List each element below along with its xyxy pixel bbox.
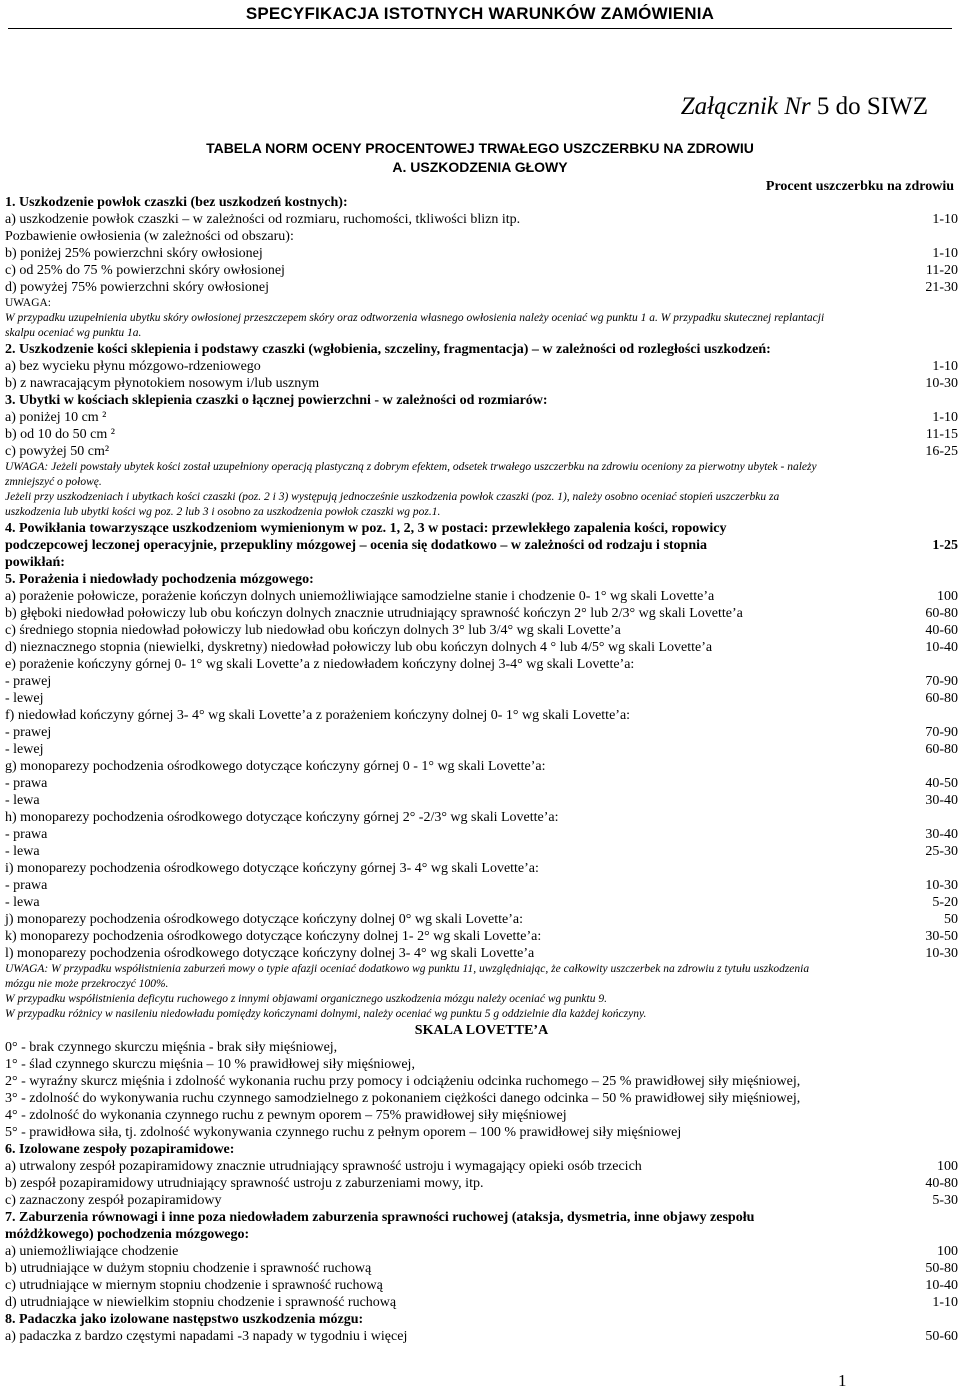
table-row xyxy=(5,1328,958,1345)
table-row xyxy=(5,490,958,505)
table-row xyxy=(5,860,958,877)
row-percent-value: 60-80 xyxy=(925,742,958,757)
document-header: SPECYFIKACJA ISTOTNYCH WARUNKÓW ZAMÓWIENIA xyxy=(245,4,715,23)
row-description: b) głęboki niedowład połowiczy lub obu kończyn dolnych znacznie utrudniający sprawność kończyn 2° lub 2/3° wg skali Lovette’a xyxy=(5,606,743,621)
row-description: W przypadku współistnienia deficytu ruchowego z innymi objawami organicznego uszkodzenia mózgu należy oceniać wg punktu 9. xyxy=(5,993,607,1005)
row-percent-value: 40-60 xyxy=(925,623,958,638)
row-description: a) bez wycieku płynu mózgowo-rdzeniowego xyxy=(5,359,261,374)
row-description: - lewa xyxy=(5,844,40,859)
row-description: k) monoparezy pochodzenia ośrodkowego dotyczące kończyny dolnej 1- 2° wg skali Lovette’a: xyxy=(5,929,542,944)
table-row xyxy=(5,588,958,605)
table-row xyxy=(5,1311,958,1328)
row-percent-value: 1-25 xyxy=(932,538,958,553)
row-percent-value: 5-20 xyxy=(932,895,958,910)
row-percent-value: 40-50 xyxy=(925,776,958,791)
row-description: f) niedowład kończyny górnej 3- 4° wg skali Lovette’a z porażeniem kończyny dolnej 0- 1° wg skali Lovette’a: xyxy=(5,708,631,723)
row-description: - lewej xyxy=(5,691,44,706)
row-description: 5. Porażenia i niedowłady pochodzenia mózgowego: xyxy=(5,572,314,587)
row-percent-value: 10-30 xyxy=(925,376,958,391)
table-row xyxy=(5,1243,958,1260)
row-description: 1. Uszkodzenie powłok czaszki (bez uszkodzeń kostnych): xyxy=(5,195,348,210)
row-description: c) powyżej 50 cm² xyxy=(5,444,110,459)
row-percent-value: 60-80 xyxy=(925,691,958,706)
table-row xyxy=(5,605,958,622)
row-description: a) utrwalony zespół pozapiramidowy znacznie utrudniający sprawność ustroju i wymagający opieki osób trzecich xyxy=(5,1159,642,1174)
row-description: podczepcowej leczonej operacyjnie, przepukliny mózgowej – ocenia się dodatkowo – w zależności od rodzaju i stopnia xyxy=(5,538,708,553)
table-row xyxy=(5,894,958,911)
row-description: e) porażenie kończyny górnej 0- 1° wg skali Lovette’a z niedowładem kończyny dolnej 3-4° wg skali Lovette’a: xyxy=(5,657,635,672)
row-percent-value: 40-80 xyxy=(925,1176,958,1191)
table-row xyxy=(5,1277,958,1294)
annex-label-number: 5 do SIWZ xyxy=(810,93,928,120)
row-percent-value: 10-30 xyxy=(925,946,958,961)
row-percent-value: 70-90 xyxy=(925,674,958,689)
table-row xyxy=(5,358,958,375)
table-row xyxy=(5,245,958,262)
table-row xyxy=(5,1175,958,1192)
table-row xyxy=(5,341,958,358)
table-row xyxy=(5,505,958,520)
table-row xyxy=(5,656,958,673)
table-row xyxy=(5,1107,958,1124)
row-description: d) nieznacznego stopnia (niewielki, dyskretny) niedowład połowiczy lub obu kończyn dolnych 4 ° lub 4/5° wg skali Lovette’a xyxy=(5,640,713,655)
table-row xyxy=(5,211,958,228)
table-row xyxy=(5,1192,958,1209)
row-description: 8. Padaczka jako izolowane następstwo uszkodzenia mózgu: xyxy=(5,1312,364,1327)
table-row xyxy=(5,928,958,945)
row-description: 6. Izolowane zespoły pozapiramidowe: xyxy=(5,1142,235,1157)
row-description: d) utrudniające w niewielkim stopniu chodzenie i sprawność ruchową xyxy=(5,1295,397,1310)
row-description: 4° - zdolność do wykonania czynnego ruchu z pewnym oporem – 75% prawidłowej siły mięśniowej xyxy=(5,1108,567,1123)
row-description: g) monoparezy pochodzenia ośrodkowego dotyczące kończyny górnej 0 - 1° wg skali Lovette’a: xyxy=(5,759,546,774)
annex-label-italic: Załącznik Nr xyxy=(680,93,811,120)
table-row xyxy=(5,392,958,409)
table-row xyxy=(5,707,958,724)
table-row xyxy=(5,1124,958,1141)
table-row xyxy=(5,843,958,860)
row-description: c) zaznaczony zespół pozapiramidowy xyxy=(5,1193,222,1208)
row-description: b) poniżej 25% powierzchni skóry owłosionej xyxy=(5,246,263,261)
table-row xyxy=(5,877,958,894)
table-row xyxy=(5,520,958,537)
row-percent-value: 21-30 xyxy=(925,280,958,295)
table-row xyxy=(5,1056,958,1073)
table-row xyxy=(5,443,958,460)
table-row xyxy=(5,554,958,571)
table-row xyxy=(5,911,958,928)
table-row xyxy=(5,1226,958,1243)
row-description: - lewa xyxy=(5,895,40,910)
row-description: i) monoparezy pochodzenia ośrodkowego dotyczące kończyny górnej 3- 4° wg skali Lovette’a: xyxy=(5,861,539,876)
row-description: UWAGA: xyxy=(5,297,51,309)
row-description: 2. Uszkodzenie kości sklepienia i podstawy czaszki (wgłobienia, szczeliny, fragmentacja) – w zależności od rozległości uszkodzeń: xyxy=(5,342,771,357)
table-row xyxy=(5,194,958,211)
row-description: - prawa xyxy=(5,878,48,893)
row-description: c) utrudniające w miernym stopniu chodzenie i sprawność ruchową xyxy=(5,1278,383,1293)
row-description: 0° - brak czynnego skurczu mięśnia - brak siły mięśniowej, xyxy=(5,1040,338,1055)
row-description: c) od 25% do 75 % powierzchni skóry owłosionej xyxy=(5,263,285,278)
row-percent-value: 1-10 xyxy=(932,359,958,374)
row-percent-value: 100 xyxy=(937,589,958,604)
table-row xyxy=(5,262,958,279)
row-percent-value: 70-90 xyxy=(925,725,958,740)
row-description: a) porażenie połowicze, porażenie kończyn dolnych uniemożliwiające samodzielne stanie i chodzenie 0- 1° wg skali Lovette’a xyxy=(5,589,715,604)
table-row xyxy=(5,673,958,690)
table-row xyxy=(5,1209,958,1226)
row-description: 2° - wyraźny skurcz mięśnia i zdolność wykonania ruchu przy pomocy i odciążeniu odcinka ruchomego – 25 % prawidłowej siły mięśniowej, xyxy=(5,1074,801,1089)
row-description: 3° - zdolność do wykonywania ruchu czynnego samodzielnego z pokonaniem ciężkości danego odcinka – 50 % prawidłowej siły mięśniowej, xyxy=(5,1091,801,1106)
row-percent-value: 10-40 xyxy=(925,640,958,655)
table-row xyxy=(5,622,958,639)
row-description: mózgu nie może przekroczyć 100%. xyxy=(5,978,169,990)
row-description: Jeżeli przy uszkodzeniach i ubytkach kości czaszki (poz. 2 i 3) występują jednocześnie uszkodzenia powłok czaszki (poz. 1), należy osobno oceniać stopień uszczerbku za xyxy=(5,491,780,503)
table-row xyxy=(5,639,958,656)
row-percent-value: 10-30 xyxy=(925,878,958,893)
section-title: A. USZKODZENIA GŁOWY xyxy=(392,159,568,175)
row-percent-value: 100 xyxy=(937,1159,958,1174)
table-row xyxy=(5,809,958,826)
row-percent-value: 11-15 xyxy=(925,427,958,442)
table-row xyxy=(5,311,958,326)
table-row xyxy=(5,1039,958,1056)
row-percent-value: 1-10 xyxy=(932,246,958,261)
page-number: 1 xyxy=(838,1371,847,1390)
row-description: SKALA LOVETTE’A xyxy=(414,1023,549,1038)
row-description: powikłań: xyxy=(5,555,65,570)
row-description: - lewej xyxy=(5,742,44,757)
table-row xyxy=(5,826,958,843)
row-description: W przypadku uzupełnienia ubytku skóry owłosionej przeszczepem skóry oraz odtworzenia własnego owłosienia należy oceniać wg punktu 1 a. W przypadku skutecznej replantacji xyxy=(5,312,825,324)
row-description: uszkodzenia lub ubytki kości wg poz. 2 lub 3 i osobno za uszkodzenia powłok czaszki wg poz.1. xyxy=(5,506,441,518)
row-description: skalpu oceniać wg punktu 1a. xyxy=(5,327,142,339)
row-description: - prawej xyxy=(5,725,52,740)
row-percent-value: 16-25 xyxy=(925,444,958,459)
row-percent-value: 25-30 xyxy=(925,844,958,859)
row-description: h) monoparezy pochodzenia ośrodkowego dotyczące kończyny górnej 2° -2/3° wg skali Lovette’a: xyxy=(5,810,559,825)
row-description: d) powyżej 75% powierzchni skóry owłosionej xyxy=(5,280,269,295)
row-description: a) poniżej 10 cm ² xyxy=(5,410,107,425)
table-row xyxy=(5,326,958,341)
row-percent-value: 50 xyxy=(944,912,958,927)
row-description: - prawej xyxy=(5,674,52,689)
table-row xyxy=(5,724,958,741)
row-percent-value: 30-40 xyxy=(925,793,958,808)
row-description: c) średniego stopnia niedowład połowiczy lub niedowład obu kończyn dolnych 3° lub 3/4° wg skali Lovette’a xyxy=(5,623,621,638)
table-row xyxy=(5,977,958,992)
row-description: - prawa xyxy=(5,827,48,842)
row-description: b) z nawracającym płynotokiem nosowym i/lub usznym xyxy=(5,376,320,391)
row-description: 3. Ubytki w kościach sklepienia czaszki o łącznej powierzchni - w zależności od rozmiarów: xyxy=(5,393,548,408)
table-row xyxy=(5,945,958,962)
row-percent-value: 30-40 xyxy=(925,827,958,842)
table-row xyxy=(5,775,958,792)
row-description: zmniejszyć o połowę. xyxy=(5,476,102,488)
table-row xyxy=(5,571,958,588)
row-description: a) padaczka z bardzo częstymi napadami -3 napady w tygodniu i więcej xyxy=(5,1329,408,1344)
table-row xyxy=(5,1073,958,1090)
row-description: móżdżkowego) pochodzenia mózgowego: xyxy=(5,1227,250,1242)
table-row xyxy=(5,475,958,490)
norms-table xyxy=(5,194,958,1345)
table-row xyxy=(5,228,958,245)
row-description: - lewa xyxy=(5,793,40,808)
table-row xyxy=(5,792,958,809)
table-row xyxy=(5,460,958,475)
table-row xyxy=(5,1141,958,1158)
row-percent-value: 1-10 xyxy=(932,212,958,227)
table-row xyxy=(5,409,958,426)
row-percent-value: 100 xyxy=(937,1244,958,1259)
row-percent-value: 30-50 xyxy=(925,929,958,944)
table-row xyxy=(5,1260,958,1277)
table-row xyxy=(5,1158,958,1175)
row-description: b) utrudniające w dużym stopniu chodzenie i sprawność ruchową xyxy=(5,1261,372,1276)
table-row xyxy=(5,279,958,296)
table-title: TABELA NORM OCENY PROCENTOWEJ TRWAŁEGO USZCZERBKU NA ZDROWIU xyxy=(206,140,754,156)
percent-column-header: Procent uszczerbku na zdrowiu xyxy=(765,179,954,194)
row-description: 7. Zaburzenia równowagi i inne poza niedowładem zaburzenia sprawności ruchowej (ataksja, dysmetria, inne objawy zespołu xyxy=(5,1210,755,1225)
row-description: - prawa xyxy=(5,776,48,791)
row-percent-value: 5-30 xyxy=(932,1193,958,1208)
row-description: 4. Powikłania towarzyszące uszkodzeniom wymienionym w poz. 1, 2, 3 w postaci: przewlekłego zapalenia kości, ropowicy xyxy=(5,521,727,536)
row-description: UWAGA: Jeżeli powstały ubytek kości został uzupełniony operacją plastyczną z dobrym efektem, odsetek trwałego uszczerbku na zdrowiu oceniony za pierwotny ubytek - należy xyxy=(5,461,817,473)
table-row xyxy=(5,375,958,392)
table-row xyxy=(5,1022,958,1039)
table-row xyxy=(5,1007,958,1022)
row-description: Pozbawienie owłosienia (w zależności od obszaru): xyxy=(5,229,294,244)
row-description: l) monoparezy pochodzenia ośrodkowego dotyczące kończyny dolnej 3- 4° wg skali Lovette’a xyxy=(5,946,535,961)
row-description: 5° - prawidłowa siła, tj. zdolność wykonywania czynnego ruchu z pełnym oporem – 100 % prawidłowej siły mięśniowej xyxy=(5,1125,682,1140)
row-description: W przypadku różnicy w nasileniu niedowładu pomiędzy kończynami dolnymi, należy oceniać wg punktu 5 g oddzielnie dla każdej kończyny. xyxy=(5,1008,647,1020)
row-percent-value: 50-80 xyxy=(925,1261,958,1276)
annex-label xyxy=(681,92,928,122)
row-description: b) zespół pozapiramidowy utrudniający sprawność ustroju z zaburzeniami mowy, itp. xyxy=(5,1176,484,1191)
row-percent-value: 1-10 xyxy=(932,1295,958,1310)
row-percent-value: 1-10 xyxy=(932,410,958,425)
row-percent-value: 10-40 xyxy=(925,1278,958,1293)
table-row xyxy=(5,690,958,707)
row-description: a) uszkodzenie powłok czaszki – w zależności od rozmiaru, ruchomości, tkliwości blizn itp. xyxy=(5,212,521,227)
table-row xyxy=(5,962,958,977)
table-row xyxy=(5,426,958,443)
table-row xyxy=(5,992,958,1007)
row-percent-value: 50-60 xyxy=(925,1329,958,1344)
row-description: 1° - ślad czynnego skurczu mięśnia – 10 % prawidłowej siły mięśniowej, xyxy=(5,1057,415,1072)
table-row xyxy=(5,537,958,554)
row-description: b) od 10 do 50 cm ² xyxy=(5,427,115,442)
table-row xyxy=(5,758,958,775)
table-row xyxy=(5,1090,958,1107)
row-description: UWAGA: W przypadku współistnienia zaburzeń mowy o typie afazji oceniać dodatkowo wg punktu 11, uwzględniając, że całkowity uszczerbek na zdrowiu z tytułu uszkodzenia xyxy=(5,963,810,975)
row-description: j) monoparezy pochodzenia ośrodkowego dotyczące kończyny dolnej 0° wg skali Lovette’a: xyxy=(5,912,523,927)
header-divider xyxy=(8,28,952,29)
table-row xyxy=(5,1294,958,1311)
row-description: a) uniemożliwiające chodzenie xyxy=(5,1244,179,1259)
row-percent-value: 60-80 xyxy=(925,606,958,621)
row-percent-value: 11-20 xyxy=(925,263,958,278)
table-row xyxy=(5,296,958,311)
table-row xyxy=(5,741,958,758)
